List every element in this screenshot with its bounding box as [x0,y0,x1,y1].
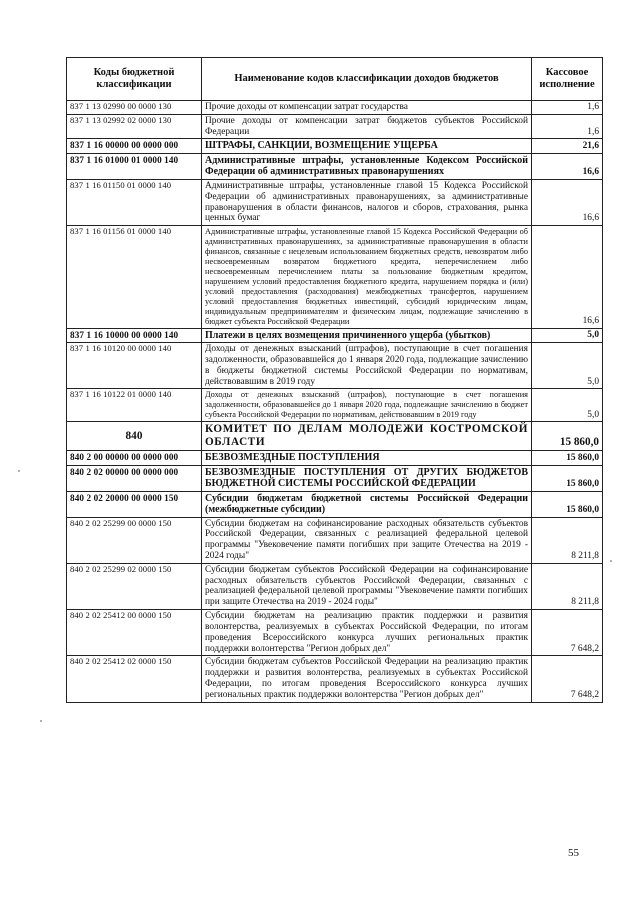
row-amount: 15 860,0 [532,451,603,466]
row-amount: 15 860,0 [532,491,603,517]
row-name: ШТРАФЫ, САНКЦИИ, ВОЗМЕЩЕНИЕ УЩЕРБА [202,139,532,154]
row-name: Платежи в целях возмещения причиненного ущерба (убытков) [202,328,532,343]
row-amount: 15 860,0 [532,422,603,451]
row-amount: 5,0 [532,389,603,422]
scan-speck [40,720,42,722]
header-name: Наименование кодов классификации доходов бюджетов [202,58,532,101]
row-name: Субсидии бюджетам бюджетной системы Российской Федерации (межбюджетные субсидии) [202,491,532,517]
table-row [67,451,603,466]
row-name: Административные штрафы, установленные Кодексом Российской Федерации об административных правонарушениях [202,153,532,179]
row-name: БЕЗВОЗМЕЗДНЫЕ ПОСТУПЛЕНИЯ ОТ ДРУГИХ БЮДЖЕТОВ БЮДЖЕТНОЙ СИСТЕМЫ РОССИЙСКОЙ ФЕДЕРАЦИИ [202,465,532,491]
row-name: Доходы от денежных взысканий (штрафов), поступающие в счет погашения задолженности, образовавшейся до 1 января 2020 года, подлежащие зачислению в бюджет субъекта Российской Федерации по нормативам, действовавшим в 2019 году [202,389,532,422]
row-code: 840 2 02 20000 00 0000 150 [67,491,202,517]
row-name: Субсидии бюджетам субъектов Российской Федерации на софинансирование расходных обязательств субъектов Российской Федерации, связанных с реализацией федеральной целевой программы "Увековечение памяти погибших при защите Отечества на 2019 - 2024 годы" [202,563,532,609]
header-code: Коды бюджетной классификации [67,58,202,101]
page-number: 55 [568,847,579,859]
row-code: 840 2 00 00000 00 0000 000 [67,451,202,466]
budget-revenue-table [66,57,603,703]
table-row [67,153,603,179]
row-code: 840 [67,422,202,451]
row-code: 840 2 02 25299 00 0000 150 [67,517,202,563]
row-code: 837 1 13 02992 02 0000 130 [67,114,202,139]
row-code: 837 1 16 10000 00 0000 140 [67,328,202,343]
row-amount: 16,6 [532,153,603,179]
table-row [67,465,603,491]
table-row [67,101,603,115]
header-amount: Кассовое исполнение [532,58,603,101]
row-code: 840 2 02 25299 02 0000 150 [67,563,202,609]
row-amount: 16,6 [532,226,603,329]
row-code: 837 1 16 01000 01 0000 140 [67,153,202,179]
row-code: 837 1 16 00000 00 0000 000 [67,139,202,154]
table-row [67,491,603,517]
row-amount: 7 648,2 [532,610,603,656]
table-row [67,563,603,609]
row-code: 837 1 16 01156 01 0000 140 [67,226,202,329]
row-amount: 7 648,2 [532,656,603,702]
row-name: Административные штрафы, установленные главой 15 Кодекса Российской Федерации об административных правонарушениях, за административные правонарушения в области финансов, связанные с нецелевым использованием бюджетных средств, невозвратом либо несвоевременным возвратом бюджетного кредита, неперечислением либо несвоевременным перечислением платы за пользование бюджетным кредитом, нарушением условий предоставления бюджетного кредита, нарушением порядка и (или) условий предоставления (расходования) межбюджетных трансфертов, нарушением условий предоставления бюджетных инвестиций, субсидий юридическим лицам, индивидуальным предпринимателям и физическим лицам, подлежащие зачислению в бюджет субъекта Российской Федерации [202,226,532,329]
row-name: Субсидии бюджетам на софинансирование расходных обязательств субъектов Российской Федерации, связанных с реализацией федеральной целевой программы "Увековечение памяти погибших при защите Отечества на 2019 - 2024 годы" [202,517,532,563]
row-code: 840 2 02 00000 00 0000 000 [67,465,202,491]
row-code: 837 1 16 01150 01 0000 140 [67,179,202,225]
table-row [67,422,603,451]
scan-speck [610,560,612,562]
table-row [67,328,603,343]
row-name: Административные штрафы, установленные главой 15 Кодекса Российской Федерации об административных правонарушениях, за административные правонарушения в области финансов, налогов и сборов, страхования, рынка ценных бумаг [202,179,532,225]
row-amount: 5,0 [532,328,603,343]
row-name: Прочие доходы от компенсации затрат государства [202,101,532,115]
row-code: 840 2 02 25412 00 0000 150 [67,610,202,656]
row-amount: 5,0 [532,343,603,389]
row-amount: 8 211,8 [532,517,603,563]
table-row [67,610,603,656]
row-amount: 1,6 [532,101,603,115]
row-code: 837 1 16 10122 01 0000 140 [67,389,202,422]
row-amount: 1,6 [532,114,603,139]
row-name: Субсидии бюджетам на реализацию практик поддержки и развития волонтерства, реализуемых в субъектах Российской Федерации, по итогам проведения Всероссийского конкурса лучших региональных практик поддержки волонтерства "Регион добрых дел" [202,610,532,656]
row-name: Доходы от денежных взысканий (штрафов), поступающие в счет погашения задолженности, образовавшейся до 1 января 2020 года, подлежащие зачислению в бюджеты бюджетной системы Российской Федерации по нормативам, действовавшим в 2019 году [202,343,532,389]
table-header-row [67,58,603,101]
row-amount: 16,6 [532,179,603,225]
row-amount: 21,6 [532,139,603,154]
row-name: Прочие доходы от компенсации затрат бюджетов субъектов Российской Федерации [202,114,532,139]
scan-speck [18,470,20,472]
table-row [67,389,603,422]
table-row [67,139,603,154]
table-row [67,226,603,329]
row-name: БЕЗВОЗМЕЗДНЫЕ ПОСТУПЛЕНИЯ [202,451,532,466]
table-row [67,179,603,225]
row-code: 837 1 13 02990 00 0000 130 [67,101,202,115]
row-code: 837 1 16 10120 00 0000 140 [67,343,202,389]
row-amount: 8 211,8 [532,563,603,609]
table-row [67,114,603,139]
row-name: Субсидии бюджетам субъектов Российской Федерации на реализацию практик поддержки и развития волонтерства, реализуемых в субъектах Российской Федерации, по итогам проведения Всероссийского конкурса лучших региональных практик поддержки волонтерства "Регион добрых дел" [202,656,532,702]
row-code: 840 2 02 25412 02 0000 150 [67,656,202,702]
row-name: КОМИТЕТ ПО ДЕЛАМ МОЛОДЕЖИ КОСТРОМСКОЙ ОБЛАСТИ [202,422,532,451]
table-row [67,343,603,389]
row-amount: 15 860,0 [532,465,603,491]
table-row [67,517,603,563]
table-row [67,656,603,702]
